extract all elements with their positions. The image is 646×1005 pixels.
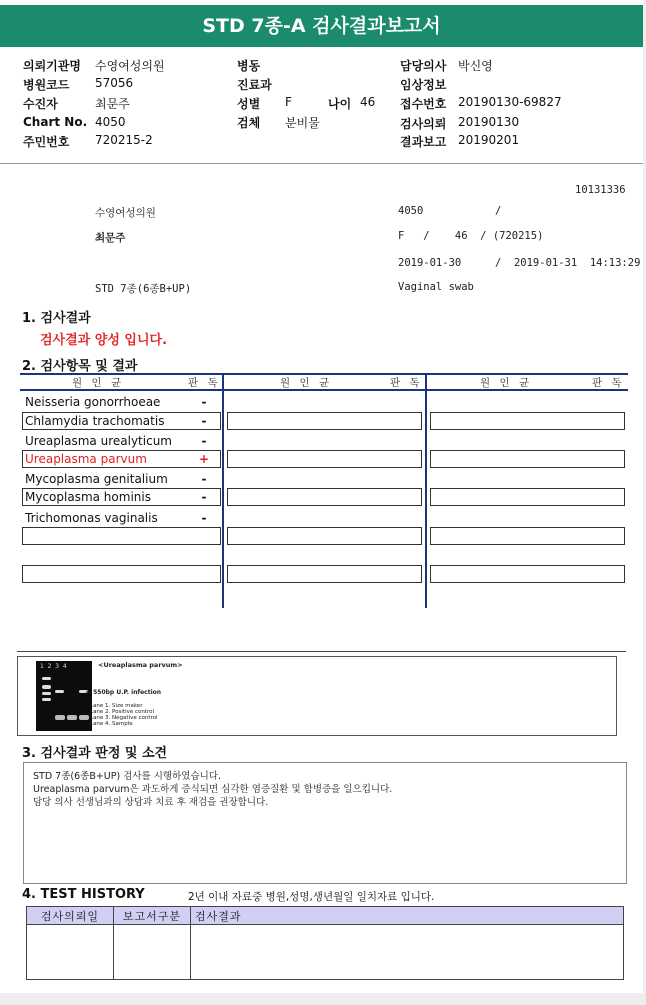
receipt-number-label: 접수번호 — [400, 97, 447, 111]
report-number: 10131336 — [575, 184, 626, 196]
gel-arrow-label: ← 550bp U.P. infection — [86, 689, 162, 696]
info-date-from: 2019-01-30 — [398, 257, 462, 269]
info-patient: 최문주 — [95, 232, 126, 244]
report-date-value: 20190201 — [458, 133, 520, 147]
gel-band — [42, 692, 51, 695]
gel-band — [55, 715, 65, 720]
info-date-to: / 2019-01-31 14:13:29 — [495, 257, 641, 269]
col-organism-3: 원 인 균 — [480, 377, 533, 389]
gel-band — [67, 715, 77, 720]
organism-ureaplasma-urealyticum: Ureaplasma urealyticum — [25, 434, 172, 448]
mark-ureaplasma-urealyticum: - — [201, 434, 207, 448]
opinion-line-3: 담당 의사 선생님과의 상담과 치료 후 재검을 권장합니다. — [33, 797, 269, 808]
hospital-code-value: 57056 — [95, 76, 134, 90]
report-title: STD 7종-A 검사결과보고서 — [0, 5, 643, 47]
request-date-value: 20190130 — [458, 115, 520, 129]
section1-title: 1. 검사결과 — [22, 311, 91, 326]
ward-label: 병동 — [237, 59, 261, 73]
gel-lane-numbers: 1 2 3 4 — [40, 663, 67, 670]
hospital-code-label: 병원코드 — [23, 78, 70, 92]
row-box — [430, 450, 625, 468]
table-divider-1 — [222, 373, 224, 608]
info-sex-age: F / 46 / (720215) — [398, 230, 544, 242]
history-col-type: 보고서구분 — [114, 907, 191, 925]
gel-legend-1: Lane 1. Size maker — [90, 703, 143, 709]
mark-mycoplasma-hominis: - — [201, 490, 207, 504]
col-organism-1: 원 인 균 — [72, 377, 125, 389]
photo-divider — [17, 651, 626, 652]
resident-number-value: 720215-2 — [95, 133, 153, 147]
mark-trichomonas: - — [201, 511, 207, 525]
history-col-result: 검사결과 — [191, 907, 624, 925]
doctor-label: 담당의사 — [400, 59, 447, 73]
organism-ureaplasma-parvum: Ureaplasma parvum — [25, 452, 147, 466]
institution-value: 수영여성의원 — [95, 59, 165, 73]
gel-legend-3: Lane 3. Negative control — [90, 715, 158, 721]
mark-neisseria: - — [201, 395, 207, 409]
row-box — [22, 527, 221, 545]
row-box — [227, 488, 422, 506]
history-col-date: 검사의뢰일 — [27, 907, 114, 925]
section2-title: 2. 검사항목 및 결과 — [22, 359, 138, 374]
resident-number-label: 주민번호 — [23, 135, 70, 149]
institution-label: 의뢰기관명 — [23, 59, 81, 73]
specimen-value: 분비물 — [285, 116, 320, 130]
patient-value: 최문주 — [95, 97, 130, 111]
history-header-row — [27, 907, 624, 925]
col-judgement-2: 판 독 — [390, 377, 423, 389]
history-table — [26, 906, 624, 980]
history-cell — [114, 925, 191, 980]
gel-legend-4: Lane 4. Sample — [90, 721, 133, 727]
age-label: 나이 — [328, 97, 352, 111]
age-value: 46 — [360, 95, 376, 109]
info-specimen: Vaginal swab — [398, 281, 474, 293]
history-empty-row — [27, 925, 624, 980]
organism-mycoplasma-genitalium: Mycoplasma genitalium — [25, 472, 168, 486]
col-judgement-1: 판 독 — [188, 377, 221, 389]
row-box — [227, 565, 422, 583]
row-box — [227, 412, 422, 430]
info-test-name: STD 7종(6종B+UP) — [95, 283, 192, 295]
row-box — [227, 450, 422, 468]
section3-title: 3. 검사결과 판정 및 소견 — [22, 746, 168, 761]
info-clinic: 수영여성의원 — [95, 207, 156, 219]
organism-mycoplasma-hominis: Mycoplasma hominis — [25, 490, 151, 504]
history-cell — [191, 925, 624, 980]
gel-legend-2: Lane 2. Positive control — [90, 709, 155, 715]
gel-band — [42, 677, 51, 680]
doctor-value: 박신영 — [458, 59, 493, 73]
organism-chlamydia: Chlamydia trachomatis — [25, 414, 165, 428]
opinion-line-1: STD 7종(6종B+UP) 검사를 시행하였습니다. — [33, 771, 222, 782]
row-box — [227, 527, 422, 545]
row-box — [22, 565, 221, 583]
row-box — [430, 527, 625, 545]
positive-result-message: 검사결과 양성 입니다. — [40, 333, 168, 348]
info-slash: / — [495, 205, 502, 217]
patient-label: 수진자 — [23, 97, 58, 111]
info-chart: 4050 — [398, 205, 424, 217]
specimen-label: 검체 — [237, 116, 261, 130]
organism-trichomonas: Trichomonas vaginalis — [25, 511, 158, 525]
header-divider — [0, 163, 643, 164]
mark-chlamydia: - — [201, 414, 207, 428]
sex-label: 성별 — [237, 97, 261, 111]
opinion-line-2: Ureaplasma parvum은 과도하게 증식되면 심각한 염증질환 및 합병증을 일으킵니다. — [33, 784, 393, 795]
gel-caption: <Ureaplasma parvum> — [98, 661, 183, 669]
history-cell — [27, 925, 114, 980]
chart-no-value: 4050 — [95, 115, 126, 129]
row-box — [430, 488, 625, 506]
mark-mycoplasma-genitalium: - — [201, 472, 207, 486]
gel-band — [79, 715, 89, 720]
col-judgement-3: 판 독 — [592, 377, 625, 389]
section4-title: 4. TEST HISTORY — [22, 887, 145, 902]
sex-value: F — [285, 95, 292, 109]
organism-neisseria: Neisseria gonorrhoeae — [25, 395, 161, 409]
department-label: 진료과 — [237, 78, 272, 92]
col-organism-2: 원 인 균 — [280, 377, 333, 389]
report-date-label: 결과보고 — [400, 135, 447, 149]
opinion-box — [23, 762, 627, 884]
gel-band — [42, 685, 51, 689]
receipt-number-value: 20190130-69827 — [458, 95, 562, 109]
gel-band — [42, 698, 51, 701]
gel-image — [36, 661, 92, 731]
clinical-info-label: 임상정보 — [400, 78, 447, 92]
gel-electrophoresis-image — [17, 656, 617, 736]
row-box — [430, 565, 625, 583]
gel-band — [55, 690, 64, 693]
request-date-label: 검사의뢰 — [400, 117, 447, 131]
chart-no-label: Chart No. — [23, 115, 88, 129]
history-note: 2년 이내 자료중 병원,성명,생년월일 일치자료 입니다. — [188, 891, 435, 903]
row-box — [430, 412, 625, 430]
table-divider-2 — [425, 373, 427, 608]
mark-ureaplasma-parvum: + — [198, 452, 210, 466]
